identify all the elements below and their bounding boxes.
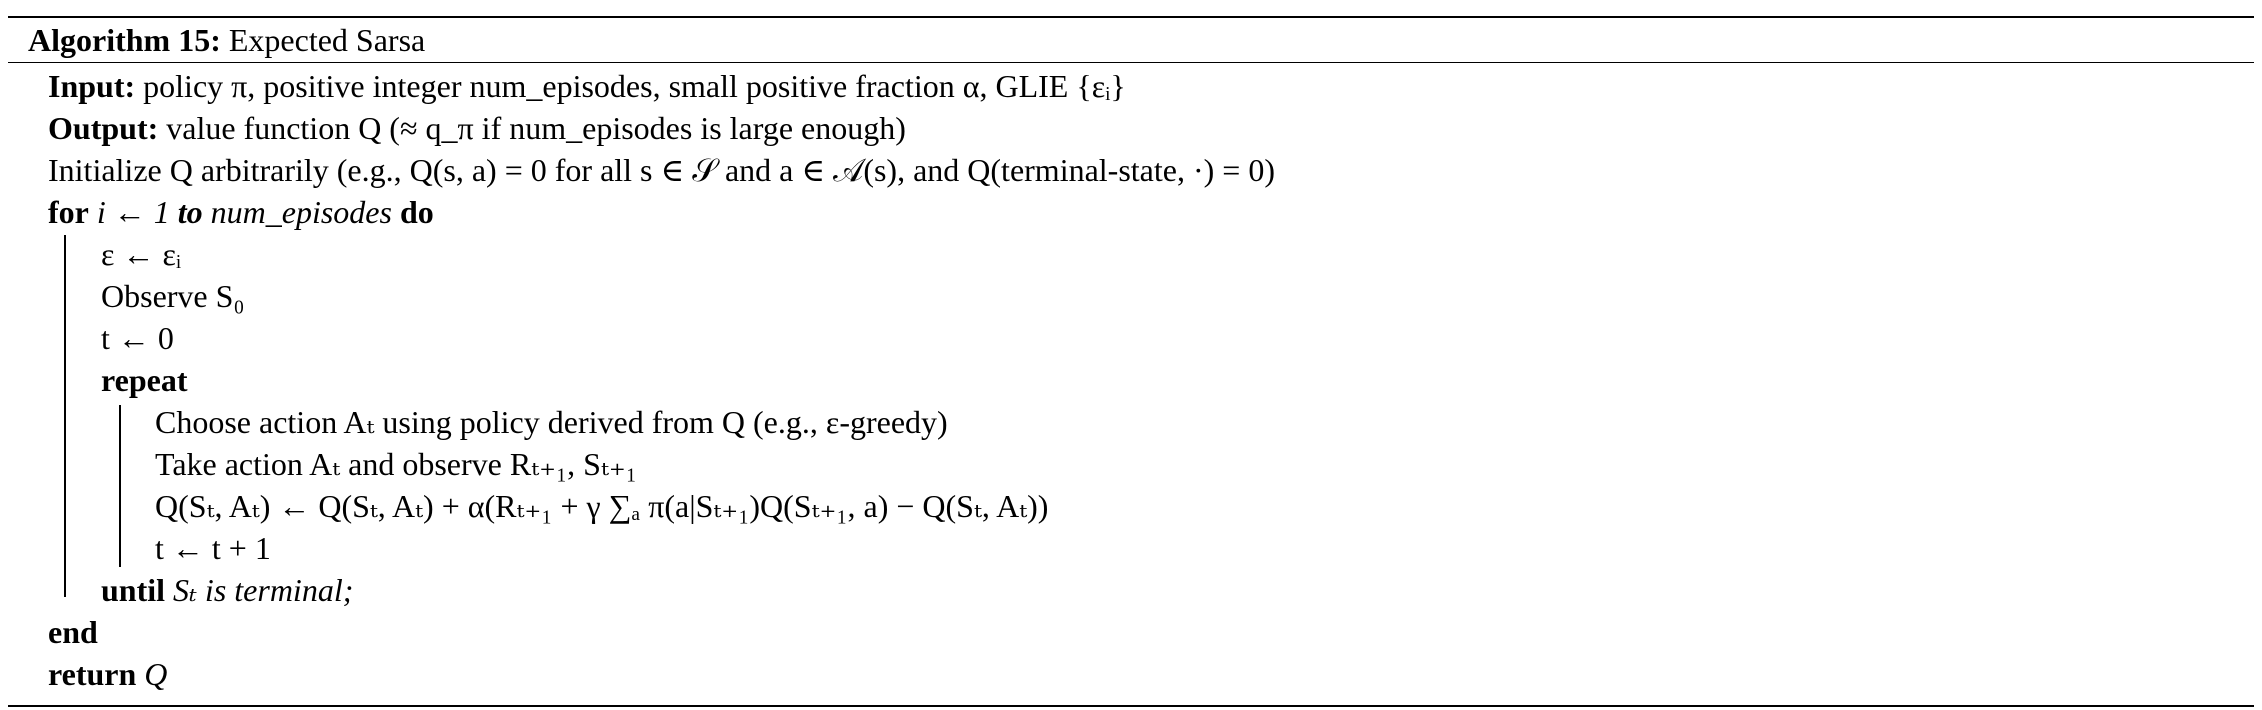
epsilon-line: ε ← εᵢ bbox=[101, 236, 182, 272]
end-line: end bbox=[48, 614, 98, 650]
for-keyword: for bbox=[48, 194, 89, 230]
algorithm-label: Algorithm 15: bbox=[28, 22, 221, 58]
init-line: Initialize Q arbitrarily (e.g., Q(s, a) = 0 for all s ∈ 𝒮 and a ∈ 𝒜(s), and Q(terminal-state, ·) = 0) bbox=[48, 152, 1275, 188]
for-condition: i ← 1 bbox=[96, 194, 170, 230]
output-keyword: Output: bbox=[48, 110, 159, 146]
until-keyword: until bbox=[101, 572, 166, 608]
repeat-block bbox=[8, 401, 2254, 569]
t-increment-line: t ← t + 1 bbox=[155, 530, 271, 566]
input-keyword: Input: bbox=[48, 68, 136, 104]
return-line bbox=[8, 653, 2254, 695]
bottom-rule bbox=[8, 705, 2254, 707]
algorithm-body bbox=[8, 63, 2254, 705]
output-text: value function Q (≈ q_π if num_episodes is large enough) bbox=[166, 110, 906, 146]
take-action-line: Take action Aₜ and observe Rₜ₊₁, Sₜ₊₁ bbox=[155, 446, 637, 482]
observe-line: Observe S₀ bbox=[101, 278, 245, 314]
return-variable: Q bbox=[144, 656, 168, 692]
to-keyword: to bbox=[177, 194, 203, 230]
algorithm-title: Expected Sarsa bbox=[228, 22, 426, 58]
for-line bbox=[8, 191, 2254, 233]
return-keyword: return bbox=[48, 656, 137, 692]
until-variable: Sₜ bbox=[173, 572, 197, 608]
t-init-line: t ← 0 bbox=[101, 320, 174, 356]
for-bound: num_episodes bbox=[210, 194, 392, 230]
output-line bbox=[8, 107, 2254, 149]
algorithm-caption bbox=[8, 18, 2254, 62]
do-keyword: do bbox=[399, 194, 434, 230]
choose-action-line: Choose action Aₜ using policy derived from Q (e.g., ε-greedy) bbox=[155, 404, 948, 440]
until-condition: is terminal; bbox=[204, 572, 354, 608]
until-line bbox=[8, 569, 2254, 611]
input-text: policy π, positive integer num_episodes, small positive fraction α, GLIE {εᵢ} bbox=[143, 68, 1126, 104]
update-line: Q(Sₜ, Aₜ) ← Q(Sₜ, Aₜ) + α(Rₜ₊₁ + γ ∑ₐ π(a|Sₜ₊₁)Q(Sₜ₊₁, a) − Q(Sₜ, Aₜ)) bbox=[155, 488, 1049, 524]
repeat-line: repeat bbox=[101, 362, 188, 398]
input-line bbox=[8, 65, 2254, 107]
for-block bbox=[8, 233, 2254, 611]
algorithm-box bbox=[8, 16, 2254, 707]
